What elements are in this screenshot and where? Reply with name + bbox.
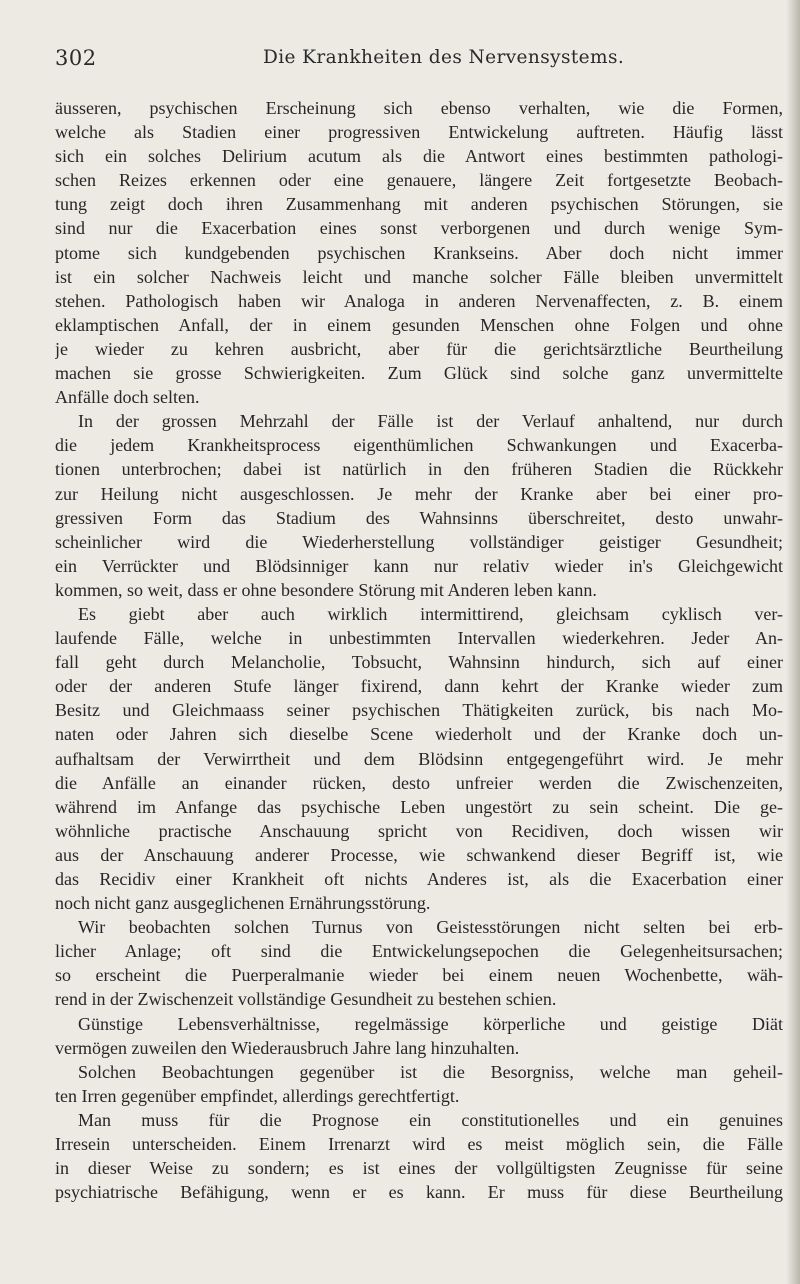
text-line: welche als Stadien einer progressiven Entwickelung auftreten. Häufig lässt — [55, 122, 783, 143]
text-line: Irresein unterscheiden. Einem Irrenarzt wird es meist möglich sein, die Fälle — [55, 1134, 783, 1155]
text-line: scheinlicher wird die Wiederherstellung vollständiger geistiger Gesundheit; — [55, 531, 783, 552]
text-line: vermögen zuweilen den Wiederausbruch Jahre lang hinzuhalten. — [55, 1037, 520, 1058]
text-line: noch nicht ganz ausgeglichenen Ernährungsstörung. — [55, 893, 431, 914]
text-line: laufende Fälle, welche in unbestimmten Intervallen wiederkehren. Jeder An- — [55, 628, 783, 649]
text-line: schen Reizes erkennen oder eine genauere, längere Zeit fortgesetzte Beobach- — [55, 170, 783, 191]
text-line: Man muss für die Prognose ein constitutionelles und ein genuines — [78, 1109, 783, 1130]
text-line: rend in der Zwischenzeit vollständige Gesundheit zu bestehen schien. — [55, 989, 557, 1010]
page-header — [55, 46, 755, 76]
text-line: tung zeigt doch ihren Zusammenhang mit anderen psychischen Störungen, sie — [55, 194, 783, 215]
text-line: ptome sich kundgebenden psychischen Krankseins. Aber doch nicht immer — [55, 242, 783, 263]
text-line: machen sie grosse Schwierigkeiten. Zum Glück sind solche ganz unvermittelte — [55, 363, 783, 384]
text-line: oder der anderen Stufe länger fixirend, dann kehrt der Kranke wieder zum — [55, 676, 783, 697]
text-line: Anfälle doch selten. — [55, 387, 200, 408]
text-line: psychiatrische Befähigung, wenn er es kann. Er muss für diese Beurtheilung — [55, 1182, 783, 1203]
text-line: je wieder zu kehren ausbricht, aber für die gerichtsärztliche Beurtheilung — [55, 338, 783, 359]
text-line: aufhaltsam der Verwirrtheit und dem Blödsinn entgegengeführt wird. Je mehr — [55, 748, 783, 769]
text-line: Es giebt aber auch wirklich intermittirend, gleichsam cyklisch ver- — [78, 603, 783, 624]
running-title: Die Krankheiten des Nervensystems. — [263, 47, 625, 68]
body-text — [55, 96, 783, 1204]
text-line: stehen. Pathologisch haben wir Analoga in anderen Nervenaffecten, z. B. einem — [55, 290, 783, 311]
text-line: gressiven Form das Stadium des Wahnsinns überschreitet, desto unwahr- — [55, 507, 783, 528]
text-line: die jedem Krankheitsprocess eigenthümlichen Schwankungen und Exacerba- — [55, 435, 783, 456]
text-line: Besitz und Gleichmaass seiner psychischen Thätigkeiten zurück, bis nach Mo- — [55, 700, 783, 721]
text-line: in dieser Weise zu sondern; es ist eines der vollgültigsten Zeugnisse für seine — [55, 1158, 783, 1179]
text-line: ten Irren gegenüber empfindet, allerdings gerechtfertigt. — [55, 1085, 460, 1106]
text-line: fall geht durch Melancholie, Tobsucht, Wahnsinn hindurch, sich auf einer — [55, 652, 783, 673]
text-line: so erscheint die Puerperalmanie wieder bei einem neuen Wochenbette, wäh- — [55, 965, 783, 986]
text-line: wöhnliche practische Anschauung spricht von Recidiven, doch wissen wir — [55, 820, 783, 841]
text-line: sind nur die Exacerbation eines sonst verborgenen und durch wenige Sym- — [55, 218, 783, 239]
text-line: tionen unterbrochen; dabei ist natürlich in den früheren Stadien die Rückkehr — [55, 459, 783, 480]
text-line: licher Anlage; oft sind die Entwickelungsepochen die Gelegenheitsursachen; — [55, 941, 783, 962]
text-line: während im Anfange das psychische Leben ungestört zu sein scheint. Die ge- — [55, 796, 783, 817]
text-line: Wir beobachten solchen Turnus von Geistesstörungen nicht selten bei erb- — [78, 917, 783, 938]
text-line: die Anfälle an einander rücken, desto unfreier werden die Zwischenzeiten, — [55, 772, 783, 793]
text-line: das Recidiv einer Krankheit oft nichts Anderes ist, als die Exacerbation einer — [55, 869, 783, 889]
text-line: Solchen Beobachtungen gegenüber ist die Besorgniss, welche man geheil- — [78, 1061, 783, 1082]
text-line: äusseren, psychischen Erscheinung sich ebenso verhalten, wie die Formen, — [55, 98, 783, 118]
text-line: In der grossen Mehrzahl der Fälle ist der Verlauf anhaltend, nur durch — [78, 411, 783, 432]
text-line: sich ein solches Delirium acutum als die Antwort eines bestimmten pathologi- — [55, 146, 783, 167]
text-line: zur Heilung nicht ausgeschlossen. Je mehr der Kranke aber bei einer pro- — [55, 483, 783, 504]
text-line: aus der Anschauung anderer Processe, wie schwankend dieser Begriff ist, wie — [55, 844, 783, 865]
page-edge-shadow — [786, 0, 800, 1284]
text-line: Günstige Lebensverhältnisse, regelmässige körperliche und geistige Diät — [78, 1013, 783, 1034]
text-line: ist ein solcher Nachweis leicht und manche solcher Fälle bleiben unvermittelt — [55, 266, 783, 287]
text-line: kommen, so weit, dass er ohne besondere Störung mit Anderen leben kann. — [55, 579, 597, 600]
text-line: eklamptischen Anfall, der in einem gesunden Menschen ohne Folgen und ohne — [55, 314, 783, 335]
page-number: 302 — [55, 46, 97, 70]
text-line: naten oder Jahren sich dieselbe Scene wiederholt und der Kranke doch un- — [55, 724, 783, 745]
text-line: ein Verrückter und Blödsinniger kann nur relativ wieder in's Gleichgewicht — [55, 555, 783, 576]
